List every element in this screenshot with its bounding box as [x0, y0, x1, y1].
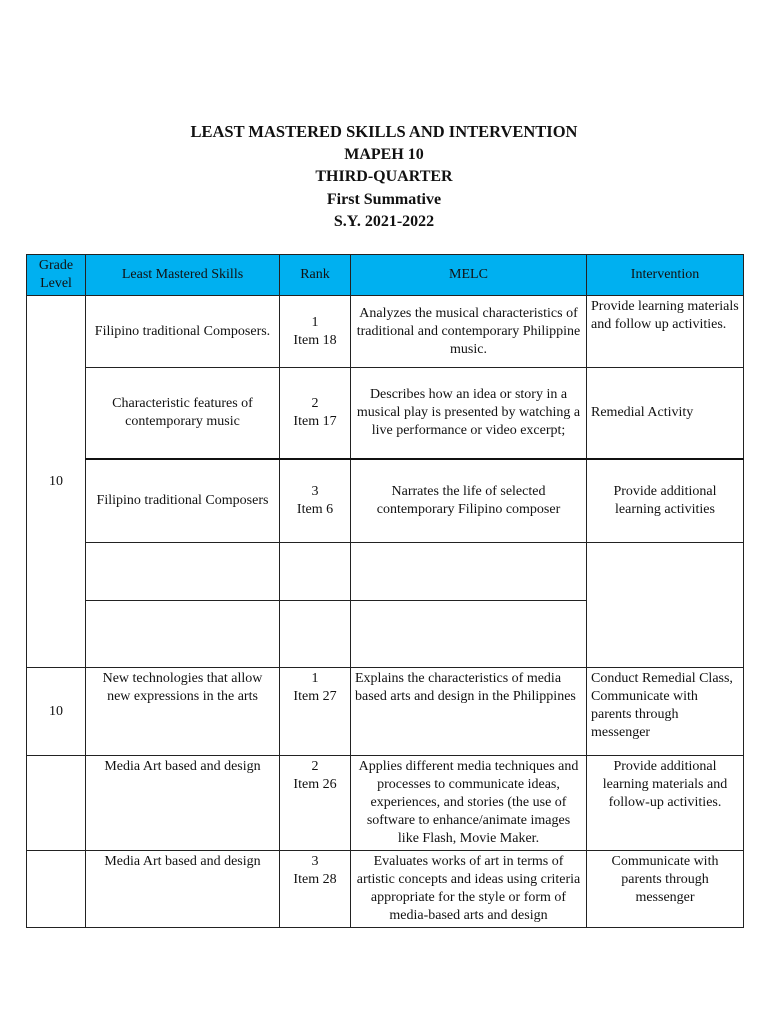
header-melc: MELC [351, 255, 587, 296]
table-row [27, 756, 744, 851]
grade-cell: 10 [27, 668, 86, 756]
intervention-cell: Provide additional learning materials and follow-up activities. [587, 756, 744, 851]
rank-cell [280, 756, 351, 851]
rank-number: 1 [311, 671, 319, 686]
table-row [27, 296, 744, 368]
table-row [27, 668, 744, 756]
empty-cell [280, 543, 351, 601]
empty-cell [351, 543, 587, 601]
rank-cell [280, 851, 351, 928]
document-title [0, 121, 768, 234]
melc-cell: Narrates the life of selected contemporary Filipino composer [351, 459, 587, 543]
title-line-5: S.Y. 2021-2022 [333, 213, 435, 231]
intervention-cell: Remedial Activity [587, 368, 744, 459]
title-line-2: MAPEH 10 [344, 145, 424, 163]
table-row [27, 459, 744, 543]
intervention-cell: Conduct Remedial Class, Communicate with parents through messenger [587, 668, 744, 756]
rank-item: Item 18 [293, 332, 337, 348]
rank-number: 2 [311, 395, 319, 411]
rank-item: Item 26 [293, 777, 337, 792]
grade-cell-empty [27, 756, 86, 851]
empty-cell [351, 601, 587, 668]
rank-item: Item 28 [293, 872, 337, 887]
melc-cell: Evaluates works of art in terms of artistic concepts and ideas using criteria appropriate for the style or form of media-based arts and design [351, 851, 587, 928]
header-intervention: Intervention [587, 255, 744, 296]
header-rank: Rank [280, 255, 351, 296]
skill-cell: Filipino traditional Composers. [86, 296, 280, 368]
header-skills: Least Mastered Skills [86, 255, 280, 296]
empty-cell [280, 601, 351, 668]
rank-item: Item 17 [293, 413, 337, 429]
rank-number: 2 [311, 759, 319, 774]
grade-cell-empty [27, 851, 86, 928]
table-row [27, 368, 744, 459]
skill-cell: Characteristic features of contemporary music [86, 368, 280, 459]
melc-cell: Applies different media techniques and processes to communicate ideas, experiences, and stories (the use of software to enhance/animate images like Flash, Movie Maker. [351, 756, 587, 851]
skill-cell: Filipino traditional Composers [86, 459, 280, 543]
empty-cell [86, 601, 280, 668]
intervention-cell: Provide additional learning activities [587, 459, 744, 543]
title-line-4: First Summative [326, 190, 442, 208]
skill-cell: Media Art based and design [86, 851, 280, 928]
title-line-3: THIRD-QUARTER [315, 168, 453, 186]
grade-cell: 10 [27, 296, 86, 668]
table-header-row [27, 255, 744, 296]
rank-cell [280, 296, 351, 368]
rank-item: Item 6 [296, 501, 334, 517]
empty-cell [86, 543, 280, 601]
skill-cell: New technologies that allow new expressions in the arts [86, 668, 280, 756]
melc-cell: Explains the characteristics of media based arts and design in the Philippines [351, 668, 587, 756]
rank-number: 1 [311, 314, 319, 330]
empty-cell [587, 543, 744, 668]
rank-number: 3 [311, 854, 319, 869]
header-grade-level: Grade Level [27, 255, 86, 296]
rank-cell [280, 459, 351, 543]
skills-table [26, 254, 744, 928]
table-row-empty [27, 543, 744, 601]
melc-cell: Analyzes the musical characteristics of traditional and contemporary Philippine music. [351, 296, 587, 368]
rank-cell [280, 668, 351, 756]
rank-item: Item 27 [293, 689, 337, 704]
intervention-cell: Provide learning materials and follow up activities. [587, 296, 744, 368]
skill-cell: Media Art based and design [86, 756, 280, 851]
rank-number: 3 [311, 483, 319, 499]
table-row [27, 851, 744, 928]
title-line-1: LEAST MASTERED SKILLS AND INTERVENTION [190, 122, 578, 141]
rank-cell [280, 368, 351, 459]
intervention-cell: Communicate with parents through messenger [587, 851, 744, 928]
melc-cell: Describes how an idea or story in a musical play is presented by watching a live performance or video excerpt; [351, 368, 587, 459]
